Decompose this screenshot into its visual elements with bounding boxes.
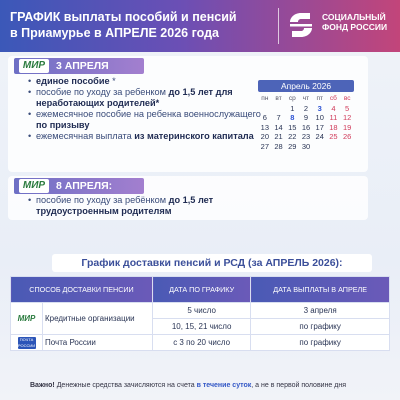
fund-line-1: СОЦИАЛЬНЫЙ xyxy=(322,12,386,22)
calendar-day: 30 xyxy=(301,141,311,151)
calendar-day: 7 xyxy=(276,113,281,122)
delivery-table xyxy=(10,276,390,351)
item-bold: до 1,5 лет для неработающих родителей xyxy=(36,87,233,108)
table-row xyxy=(11,335,390,351)
calendar-day xyxy=(272,104,286,114)
header-method: СПОСОБ ДОСТАВКИ ПЕНСИИ xyxy=(11,277,153,303)
fund-name xyxy=(322,12,387,32)
calendar-day: 23 xyxy=(301,132,311,141)
calendar-day: 15 xyxy=(288,122,297,132)
list-item xyxy=(28,195,268,217)
item-note: * xyxy=(112,76,116,86)
calendar-day xyxy=(327,142,341,152)
header-banner xyxy=(0,0,400,52)
row-method: Почта России xyxy=(43,335,153,351)
calendar-day xyxy=(313,142,327,152)
title-line-2: в Приамурье в АПРЕЛЕ 2026 года xyxy=(10,26,219,40)
calendar-day: 22 xyxy=(288,132,297,141)
calendar-day: 24 xyxy=(315,132,324,141)
header-pay-date: ДАТА ВЫПЛАТЫ В АПРЕЛЕ xyxy=(251,277,390,303)
calendar-day xyxy=(340,142,354,152)
calendar-day: 26 xyxy=(342,132,352,141)
row-date: 10, 15, 21 число xyxy=(153,319,251,335)
footnote-text-2: , а не в первой половине дня xyxy=(251,382,347,389)
calendar-weekday: пн xyxy=(261,95,269,102)
russian-post-logo-icon: ПОЧТА РОССИИ xyxy=(17,336,36,348)
calendar-weekday: пт xyxy=(316,95,323,102)
calendar-day xyxy=(258,104,272,114)
footnote-highlight: в течение суток xyxy=(196,382,252,389)
calendar-day: 19 xyxy=(342,122,352,132)
item-bold: до 1,5 лет xyxy=(168,195,214,205)
title-line-1: ГРАФИК выплаты пособий и пенсий xyxy=(10,10,237,24)
delivery-title: График доставки пенсий и РСД (за АПРЕЛЬ 2026): xyxy=(52,254,372,272)
row-logo-cell xyxy=(11,335,43,351)
calendar-day: 14 xyxy=(274,122,283,132)
calendar-day: 20 xyxy=(260,132,270,141)
payment-list-2 xyxy=(28,195,268,217)
calendar-day: 6 xyxy=(262,113,267,122)
calendar-title: Апрель 2026 xyxy=(258,80,354,92)
calendar-day: 10 xyxy=(315,113,324,122)
calendar-day: 12 xyxy=(342,113,352,122)
payment-list-1 xyxy=(28,76,268,142)
calendar-day: 13 xyxy=(260,122,270,132)
footnote xyxy=(30,382,346,389)
payment-date-bar-1 xyxy=(14,58,144,74)
row-pay: по графику xyxy=(251,319,390,335)
item-text: ежемесячное пособие на ребенка военнослужащего xyxy=(36,109,261,119)
row-logo-cell xyxy=(11,303,43,335)
item-text: пособие по уходу за ребёнком xyxy=(36,195,169,205)
mir-logo-icon: МИР xyxy=(17,314,36,323)
footnote-text-1: Денежные средства зачисляются на счета xyxy=(54,382,197,389)
item-text: единое пособие xyxy=(36,76,113,86)
calendar-day: 29 xyxy=(288,141,297,151)
header-schedule-date: ДАТА ПО ГРАФИКУ xyxy=(153,277,251,303)
calendar-day: 1 xyxy=(290,103,295,113)
row-pay: по графику xyxy=(251,335,390,351)
calendar-day: 17 xyxy=(315,122,324,132)
calendar-weekday: сб xyxy=(329,95,337,102)
calendar-grid xyxy=(258,94,354,151)
calendar-day: 28 xyxy=(274,141,283,151)
calendar-day: 5 xyxy=(345,103,350,113)
payment-date-2: 8 АПРЕЛЯ: xyxy=(56,180,113,192)
calendar-day: 4 xyxy=(331,103,336,113)
table-row xyxy=(11,303,390,319)
item-text: пособие по уходу за ребенком xyxy=(36,87,169,97)
calendar-day: 3 xyxy=(317,103,322,113)
calendar-day: 9 xyxy=(303,113,309,122)
mir-logo-icon: МИР xyxy=(19,179,49,193)
calendar-day: 25 xyxy=(329,132,338,141)
payment-date-1: 3 АПРЕЛЯ xyxy=(56,60,109,72)
calendar-day: 2 xyxy=(303,103,309,113)
row-date: с 3 по 20 число xyxy=(153,335,251,351)
calendar-weekday: ср xyxy=(288,95,296,102)
page-title xyxy=(10,9,280,41)
calendar-weekday: вс xyxy=(343,95,351,102)
calendar-day: 27 xyxy=(260,141,270,151)
list-item xyxy=(28,109,268,131)
list-item xyxy=(28,87,268,109)
payment-date-bar-2 xyxy=(14,178,144,194)
item-text: ежемесячная выплата xyxy=(36,131,135,141)
item-bold: из материнского капитала xyxy=(134,131,254,141)
calendar-weekday: вт xyxy=(275,95,282,102)
fund-line-2: ФОНД РОССИИ xyxy=(322,22,388,32)
list-item xyxy=(28,131,268,142)
table-header-row xyxy=(11,277,390,303)
calendar-weekday: чт xyxy=(302,95,310,102)
row-pay: 3 апреля xyxy=(251,303,390,319)
list-item xyxy=(28,76,268,87)
row-date: 5 число xyxy=(153,303,251,319)
item-note: * xyxy=(155,98,160,108)
mir-logo-icon: МИР xyxy=(19,59,49,73)
calendar-day: 11 xyxy=(329,113,338,122)
calendar-day: 21 xyxy=(274,132,283,141)
sfr-logo-icon xyxy=(286,10,316,40)
item-bold: по призыву xyxy=(36,120,90,130)
footnote-bold: Важно! xyxy=(30,382,55,389)
calendar xyxy=(258,80,354,151)
row-method: Кредитные организации xyxy=(43,303,153,335)
calendar-day: 16 xyxy=(301,122,311,132)
header-divider xyxy=(278,8,279,44)
calendar-day: 18 xyxy=(329,122,338,132)
item-note: трудоустроенным родителям xyxy=(36,206,172,216)
calendar-day: 8 xyxy=(290,113,295,122)
